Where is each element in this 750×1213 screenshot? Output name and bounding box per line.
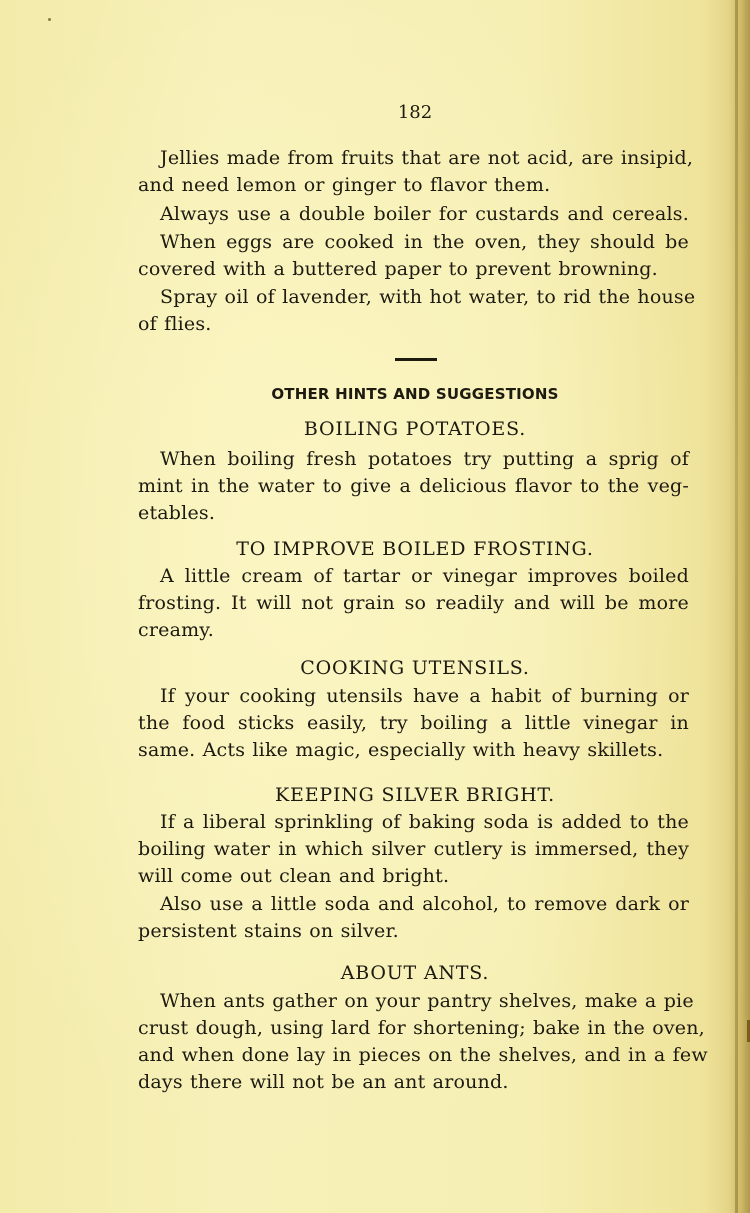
boiled-frosting-title: TO IMPROVE BOILED FROSTING. — [236, 538, 594, 560]
text-line: persistent stains on silver. — [138, 920, 399, 942]
text-line: boiling water in which silver cutlery is immersed, they — [138, 838, 689, 860]
text-line: and need lemon or ginger to flavor them. — [138, 174, 551, 196]
text-line: etables. — [138, 502, 216, 524]
text-line: Spray oil of lavender, with hot water, to rid the house — [160, 286, 696, 308]
text-line: of flies. — [138, 313, 212, 335]
boiling-potatoes-title: BOILING POTATOES. — [303, 418, 527, 440]
about-ants-title: ABOUT ANTS. — [340, 962, 490, 984]
page-edge-line — [735, 0, 738, 1213]
text-line: days there will not be an ant around. — [138, 1071, 509, 1093]
silver-bright-title: KEEPING SILVER BRIGHT. — [275, 784, 555, 806]
text-line: If a liberal sprinkling of baking soda is added to the — [160, 811, 689, 833]
text-line: Jellies made from fruits that are not acid, are insipid, — [160, 147, 694, 169]
intro-eggs-paragraph — [138, 229, 689, 283]
text-line: creamy. — [138, 619, 214, 641]
intro-double-boiler-paragraph — [138, 201, 689, 228]
cooking-utensils-title: COOKING UTENSILS. — [300, 657, 530, 679]
text-line: When boiling fresh potatoes try putting a sprig of — [160, 448, 689, 470]
text-line: and when done lay in pieces on the shelves, and in a few — [138, 1044, 708, 1066]
text-line: A little cream of tartar or vinegar improves boiled — [160, 565, 689, 587]
intro-jellies-paragraph — [138, 145, 694, 199]
silver-stains-paragraph — [138, 891, 689, 945]
text-line: frosting. It will not grain so readily and will be more — [138, 592, 689, 614]
text-line: When ants gather on your pantry shelves, make a pie — [160, 990, 694, 1012]
cooking-utensils-paragraph — [138, 683, 689, 764]
page-number: 182 — [397, 102, 433, 123]
intro-lavender-paragraph — [138, 284, 696, 338]
paper-speck — [48, 18, 51, 21]
text-line: Always use a double boiler for custards and cereals. — [160, 203, 689, 225]
text-line: When eggs are cooked in the oven, they should be — [160, 231, 689, 253]
text-line: same. Acts like magic, especially with heavy skillets. — [138, 739, 664, 761]
text-line: If your cooking utensils have a habit of burning or — [160, 685, 689, 707]
section-heading: OTHER HINTS AND SUGGESTIONS — [271, 385, 559, 403]
about-ants-paragraph — [138, 988, 708, 1096]
boiling-potatoes-paragraph — [138, 446, 689, 527]
text-line: Also use a little soda and alcohol, to remove dark or — [160, 893, 689, 915]
text-line: crust dough, using lard for shortening; bake in the oven, — [138, 1017, 705, 1039]
text-line: will come out clean and bright. — [138, 865, 450, 887]
section-divider-rule — [395, 358, 437, 361]
text-line: mint in the water to give a delicious flavor to the veg- — [138, 475, 689, 497]
text-line: the food sticks easily, try boiling a little vinegar in — [138, 712, 689, 734]
text-line: covered with a buttered paper to prevent browning. — [138, 258, 658, 280]
boiled-frosting-paragraph — [138, 563, 689, 644]
silver-bright-paragraph — [138, 809, 689, 890]
